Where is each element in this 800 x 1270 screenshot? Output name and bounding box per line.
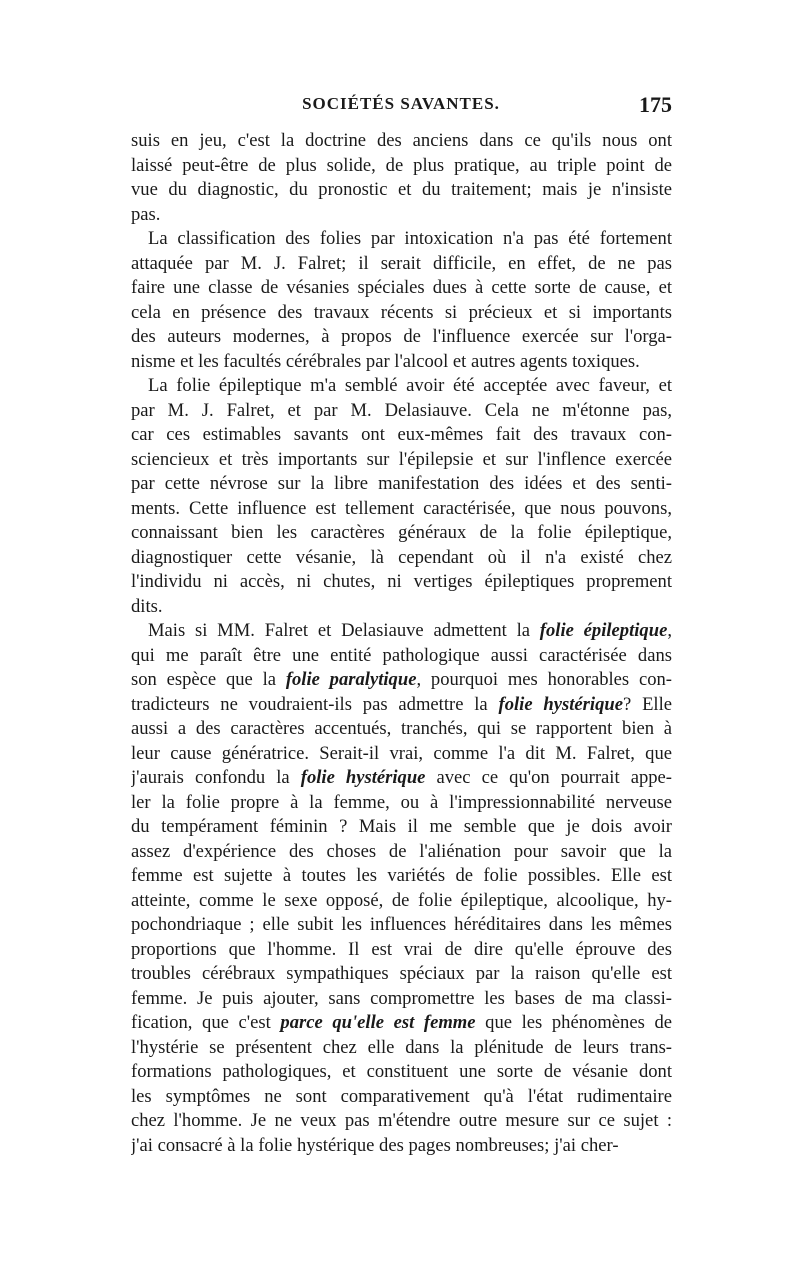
text-line — [131, 472, 672, 497]
text-segment: Mais si MM. Falret et Delasiauve admettent la — [148, 620, 540, 641]
text-segment: troubles cérébraux sympathiques spéciaux par la raison qu'elle est — [131, 963, 672, 984]
text-segment: connaissant bien les caractères généraux de la folie épileptique, — [131, 522, 672, 543]
text-line — [131, 962, 672, 987]
text-segment: femme est sujette à toutes les variétés de folie possibles. Elle est — [131, 865, 672, 886]
text-line — [131, 350, 672, 375]
text-segment: , — [667, 620, 672, 641]
text-line — [131, 644, 672, 669]
text-line — [131, 227, 672, 252]
text-line — [131, 1085, 672, 1110]
text-segment: car ces estimables savants ont eux-mêmes fait des travaux con- — [131, 424, 672, 445]
text-line — [131, 595, 672, 620]
text-segment: qui me paraît être une entité pathologique aussi caractérisée dans — [131, 644, 672, 666]
text-line — [131, 546, 672, 571]
text-segment: diagnostiquer cette vésanie, là cependant où il n'a existé chez — [131, 546, 672, 568]
text-segment: , pourquoi mes honorables con- — [416, 669, 672, 690]
text-line — [131, 301, 672, 326]
text-segment: chez l'homme. Je ne veux pas m'étendre outre mesure sur ce sujet : — [131, 1110, 672, 1131]
text-line — [131, 864, 672, 889]
text-segment: pas. — [131, 203, 161, 225]
text-line — [131, 129, 672, 154]
page-header — [130, 92, 672, 120]
text-line — [131, 791, 672, 816]
text-segment: les symptômes ne sont comparativement qu'à l'état rudimentaire — [131, 1085, 672, 1107]
text-segment: attaquée par M. J. Falret; il serait difficile, en effet, de ne pas — [131, 252, 672, 274]
text-line — [131, 815, 672, 840]
text-line — [131, 1011, 672, 1036]
text-segment: j'ai consacré à la folie hystérique des pages nombreuses; j'ai cher- — [131, 1134, 619, 1156]
text-line — [131, 987, 672, 1012]
italic-term: folie hystérique — [300, 767, 426, 788]
text-segment: des auteurs modernes, à propos de l'influence exercée sur l'orga- — [131, 326, 672, 347]
text-segment: son espèce que la — [131, 669, 286, 690]
text-line — [131, 766, 672, 791]
body-text — [131, 129, 672, 1158]
text-line — [131, 252, 672, 277]
text-line — [131, 889, 672, 914]
text-segment: ments. Cette influence est tellement caractérisée, que nous pouvons, — [131, 497, 672, 519]
text-line — [131, 374, 672, 399]
text-segment: fication, que c'est — [131, 1012, 281, 1033]
text-segment: du tempérament féminin ? Mais il me semble que je dois avoir — [131, 816, 672, 837]
text-line — [131, 203, 672, 228]
text-segment: ? Elle — [622, 693, 672, 715]
text-segment: tradicteurs ne voudraient-ils pas admettre la — [131, 693, 499, 715]
text-segment: leur cause génératrice. Serait-il vrai, comme l'a dit M. Falret, que — [131, 742, 672, 764]
text-segment: dits. — [131, 595, 163, 617]
text-line — [131, 742, 672, 767]
text-segment: cela en présence des travaux récents si précieux et si importants — [131, 301, 672, 323]
text-segment: l'hystérie se présentent chez elle dans la plénitude de leurs trans- — [131, 1036, 672, 1058]
text-segment: sciencieux et très importants sur l'épilepsie et sur l'inflence exercée — [131, 448, 672, 470]
text-segment: par M. J. Falret, et par M. Delasiauve. Cela ne m'étonne pas, — [131, 399, 672, 421]
text-segment: aussi a des caractères accentués, tranchés, qui se rapportent bien à — [131, 718, 672, 739]
text-segment: que les phénomènes de — [475, 1012, 672, 1033]
text-line — [131, 1134, 672, 1159]
text-line — [131, 693, 672, 718]
text-segment: faire une classe de vésanies spéciales dues à cette sorte de cause, et — [131, 277, 672, 298]
text-line — [131, 521, 672, 546]
paragraph — [131, 619, 672, 1158]
text-line — [131, 448, 672, 473]
paragraph — [131, 129, 672, 227]
text-segment: avec ce qu'on pourrait appe- — [425, 767, 672, 788]
text-line — [131, 668, 672, 693]
text-line — [131, 717, 672, 742]
text-segment: La classification des folies par intoxication n'a pas été fortement — [148, 228, 672, 249]
text-line — [131, 1060, 672, 1085]
text-line — [131, 938, 672, 963]
text-line — [131, 570, 672, 595]
text-segment: suis en jeu, c'est la doctrine des anciens dans ce qu'ils nous ont — [131, 130, 672, 151]
italic-term: folie paralytique — [285, 669, 417, 690]
text-line — [131, 619, 672, 644]
text-line — [131, 325, 672, 350]
text-line — [131, 276, 672, 301]
text-line — [131, 840, 672, 865]
text-segment: j'aurais confondu la — [131, 767, 301, 788]
text-segment: La folie épileptique m'a semblé avoir été acceptée avec faveur, et — [148, 375, 672, 396]
italic-term: parce qu'elle est femme — [280, 1012, 476, 1033]
text-segment: par cette névrose sur la libre manifestation des idées et des senti- — [131, 473, 672, 494]
italic-term: folie hystérique — [498, 693, 623, 715]
paragraph — [131, 374, 672, 619]
text-line — [131, 1036, 672, 1061]
italic-term: folie épileptique — [539, 620, 668, 641]
text-segment: l'individu ni accès, ni chutes, ni vertiges épileptiques proprement — [131, 571, 672, 592]
text-segment: assez d'expérience des choses de l'aliénation pour savoir que la — [131, 840, 672, 862]
running-title: SOCIÉTÉS SAVANTES. — [302, 94, 500, 113]
text-segment: pochondriaque ; elle subit les influences héréditaires dans les mêmes — [131, 914, 672, 935]
text-line — [131, 913, 672, 938]
text-line — [131, 497, 672, 522]
text-line — [131, 1109, 672, 1134]
text-segment: femme. Je puis ajouter, sans compromettre les bases de ma classi- — [131, 987, 672, 1009]
text-segment: ler la folie propre à la femme, ou à l'impressionnabilité nerveuse — [131, 791, 672, 813]
text-line — [131, 423, 672, 448]
paragraph — [131, 227, 672, 374]
text-line — [131, 399, 672, 424]
text-line — [131, 154, 672, 179]
text-segment: formations pathologiques, et constituent une sorte de vésanie dont — [131, 1061, 672, 1082]
text-line — [131, 178, 672, 203]
text-segment: atteinte, comme le sexe opposé, de folie épileptique, alcoolique, hy- — [131, 889, 672, 911]
text-segment: nisme et les facultés cérébrales par l'alcool et autres agents toxiques. — [131, 350, 640, 372]
page-number: 175 — [639, 92, 672, 117]
text-segment: vue du diagnostic, du pronostic et du traitement; mais je n'insiste — [131, 179, 672, 200]
text-segment: laissé peut-être de plus solide, de plus pratique, au triple point de — [131, 154, 672, 176]
text-segment: proportions que l'homme. Il est vrai de dire qu'elle éprouve des — [131, 938, 672, 960]
